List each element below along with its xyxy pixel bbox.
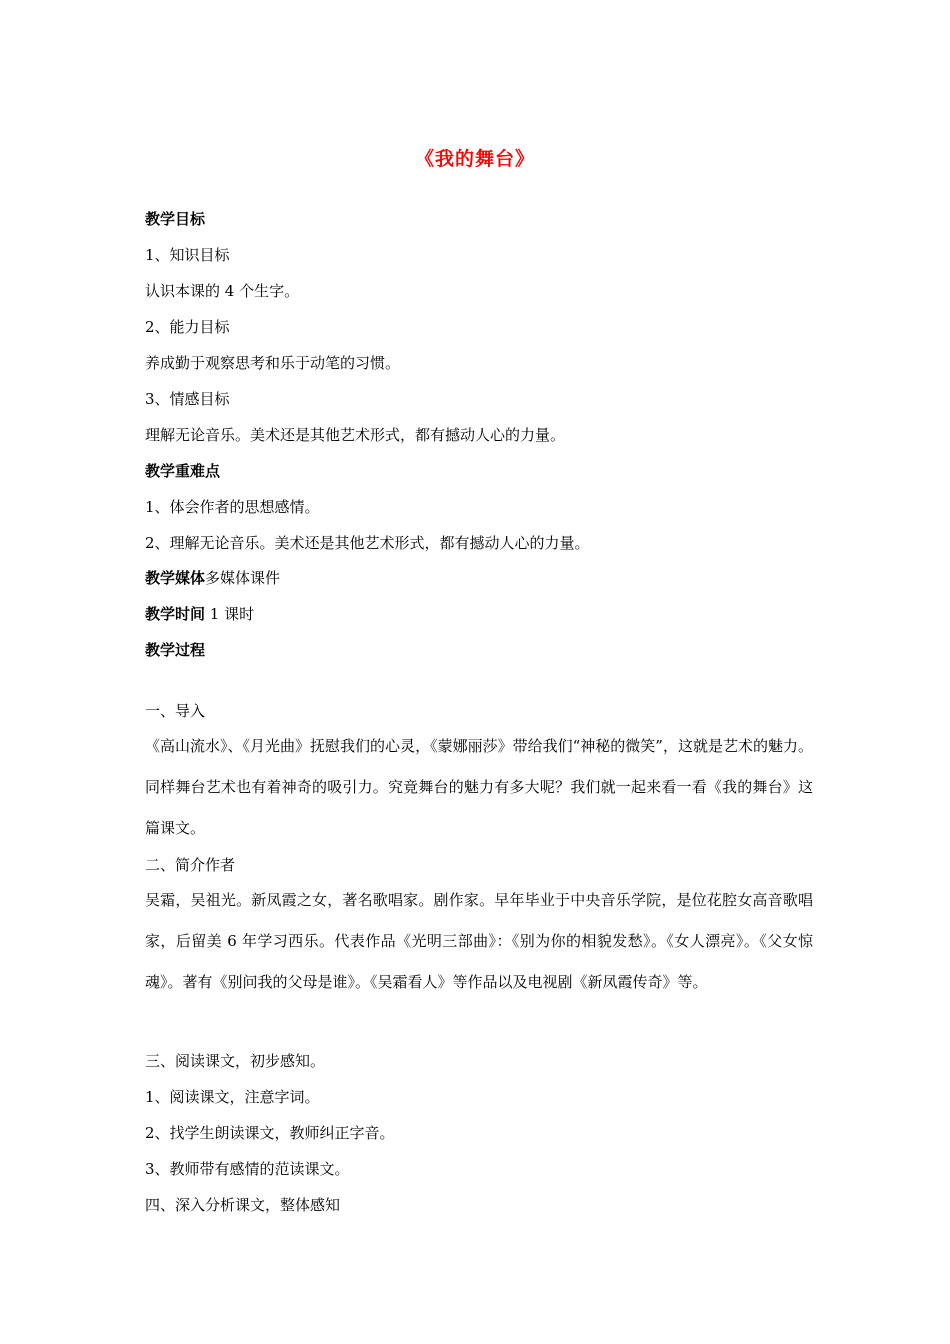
- media-value: 多媒体课件: [205, 569, 281, 587]
- time-value: 1 课时: [205, 605, 255, 623]
- media-row: [145, 567, 280, 589]
- process-heading: 教学过程: [145, 641, 206, 659]
- goal-ability-text: 养成勤于观察思考和乐于动笔的习惯。: [145, 354, 401, 372]
- document-title: 《我的舞台》: [414, 148, 535, 170]
- time-row: [145, 603, 254, 625]
- goal-emotion-label: 3、情感目标: [145, 390, 230, 408]
- media-label: 教学媒体: [145, 569, 206, 587]
- section-reading-item: 3、教师带有感情的范读课文。: [145, 1160, 350, 1178]
- section-author-title: 二、简介作者: [145, 856, 236, 874]
- goals-heading: 教学目标: [145, 210, 206, 228]
- section-author-text: 吴霜，吴祖光。新凤霞之女，著名歌唱家。剧作家。早年毕业于中央音乐学院，是位花腔女高音歌唱家，后留美 6 年学习西乐。代表作品《光明三部曲》：《别为你的相貌发愁》。《女人漂亮》。《父女惊魂》。著有《别问我的父母是谁》。《吴霜看人》等作品以及电视剧《新凤霞传奇》等。: [145, 891, 813, 991]
- goal-knowledge-label: 1、知识目标: [145, 246, 230, 264]
- section-reading-title: 三、阅读课文，初步感知。: [145, 1052, 326, 1070]
- section-intro-text: 《高山流水》、《月光曲》抚慰我们的心灵，《蒙娜丽莎》带给我们“神秘的微笑”，这就是艺术的魅力。同样舞台艺术也有着神奇的吸引力。究竟舞台的魅力有多大呢？我们就一起来看一看《我的舞台》这篇课文。: [145, 737, 813, 837]
- goal-ability-label: 2、能力目标: [145, 318, 230, 336]
- section-analysis-title: 四、深入分析课文，整体感知: [145, 1196, 341, 1214]
- key-points-heading: 教学重难点: [145, 462, 221, 480]
- key-point-item: 1、体会作者的思想感情。: [145, 498, 320, 516]
- section-reading-item: 1、阅读课文，注意字词。: [145, 1088, 320, 1106]
- goal-knowledge-text: 认识本课的 4 个生字。: [145, 282, 300, 300]
- section-reading-item: 2、找学生朗读课文，教师纠正字音。: [145, 1124, 395, 1142]
- section-intro-title: 一、导入: [145, 702, 206, 720]
- goal-emotion-text: 理解无论音乐。美术还是其他艺术形式，都有撼动人心的力量。: [145, 426, 566, 444]
- time-label: 教学时间: [145, 605, 206, 623]
- key-point-item: 2、理解无论音乐。美术还是其他艺术形式，都有撼动人心的力量。: [145, 534, 590, 552]
